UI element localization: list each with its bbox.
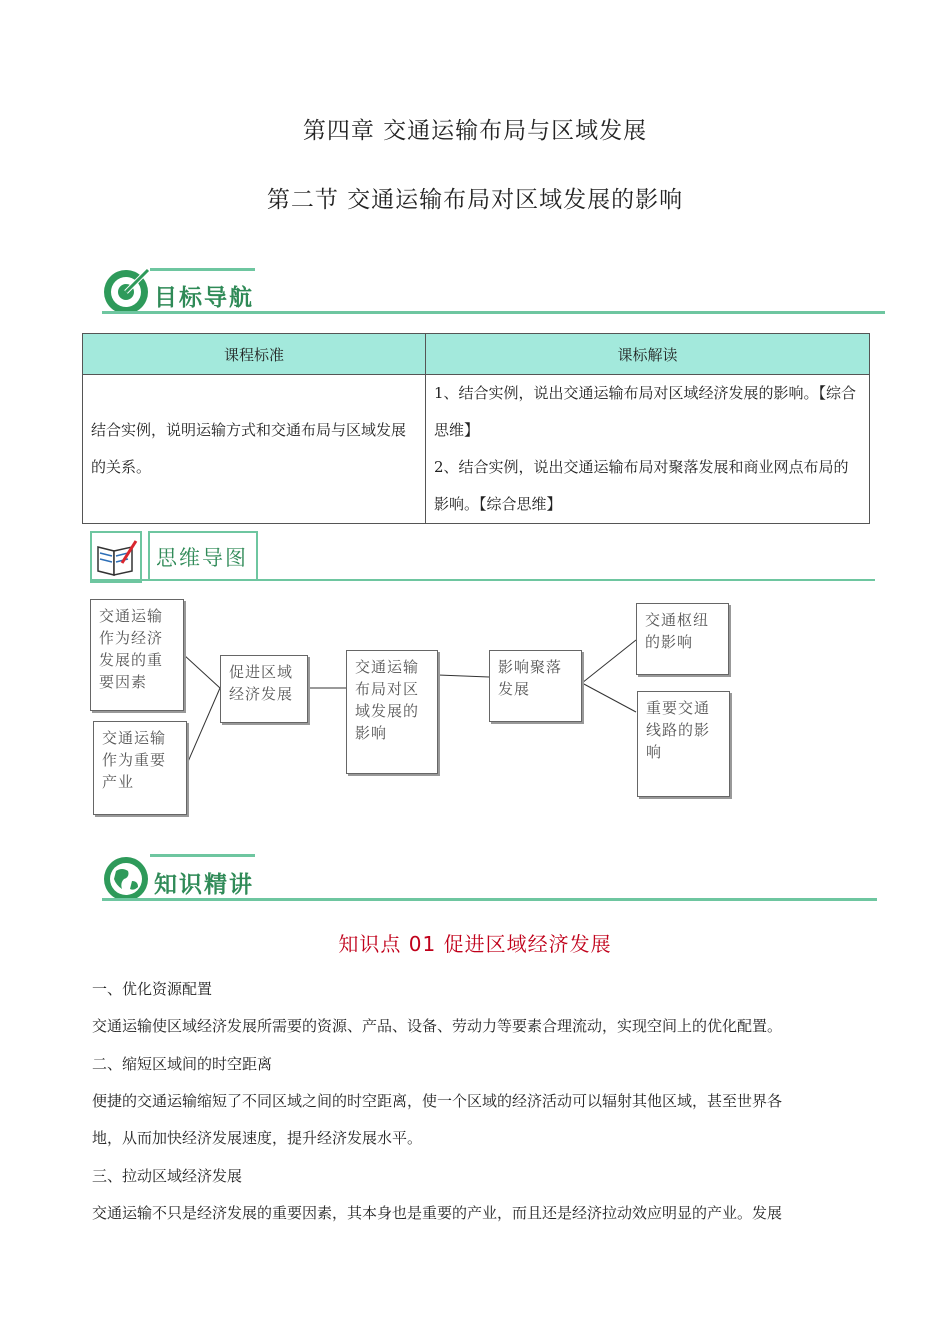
- knowledge-section-label: 知识精讲: [154, 872, 254, 898]
- table-cell-standard: 结合实例，说明运输方式和交通布局与区域发展的关系。: [83, 375, 426, 524]
- section-title: 第二节 交通运输布局对区域发展的影响: [266, 187, 684, 213]
- interpretation-item: 2、结合实例，说出交通运输布局对聚落发展和商业网点布局的影响。【综合思维】: [434, 458, 849, 513]
- heading-optimize-resources: 一、优化资源配置: [92, 980, 213, 998]
- mindmap-node-hub: 交通枢纽的影响: [636, 603, 729, 675]
- globe-icon: [100, 853, 154, 903]
- knowledge-point-title: 知识点 01 促进区域经济发展: [338, 932, 612, 956]
- paragraph-shorten-distance-2: 地，从而加快经济发展速度，提升经济发展水平。: [92, 1129, 423, 1147]
- mindmap-node-industry: 交通运输作为重要产业: [93, 721, 187, 815]
- table-header-interpretation: 课标解读: [426, 334, 870, 375]
- paragraph-drive-economy: 交通运输不只是经济发展的重要因素，其本身也是重要的产业，而且还是经济拉动效应明显的产业。发展: [92, 1204, 783, 1222]
- mindmap-section-label: 思维导图: [156, 546, 248, 570]
- table-header-standard: 课程标准: [83, 334, 426, 375]
- paragraph-optimize-resources: 交通运输使区域经济发展所需要的资源、产品、设备、劳动力等要素合理流动，实现空间上的优化配置。: [92, 1017, 783, 1035]
- mindmap-node-promote-economy: 促进区域经济发展: [220, 655, 308, 723]
- heading-shorten-distance: 二、缩短区域间的时空距离: [92, 1055, 273, 1073]
- interpretation-item: 1、结合实例，说出交通运输布局对区域经济发展的影响。【综合思维】: [434, 384, 857, 439]
- paragraph-shorten-distance-1: 便捷的交通运输缩短了不同区域之间的时空距离，使一个区域的经济活动可以辐射其他区域，甚至世界各: [92, 1092, 783, 1110]
- standards-table: [82, 333, 870, 524]
- goal-section-label: 目标导航: [154, 285, 254, 311]
- mindmap-node-economic-factor: 交通运输作为经济发展的重要因素: [90, 599, 184, 711]
- heading-drive-economy: 三、拉动区域经济发展: [92, 1167, 243, 1185]
- table-cell-interpretation: [426, 375, 870, 524]
- book-icon: [90, 531, 142, 583]
- chapter-title: 第四章 交通运输布局与区域发展: [302, 118, 648, 144]
- mindmap-node-settlement: 影响聚落发展: [489, 650, 582, 722]
- mindmap-node-lines: 重要交通线路的影响: [637, 691, 730, 797]
- mindmap-node-layout-impact: 交通运输布局对区域发展的影响: [346, 650, 438, 774]
